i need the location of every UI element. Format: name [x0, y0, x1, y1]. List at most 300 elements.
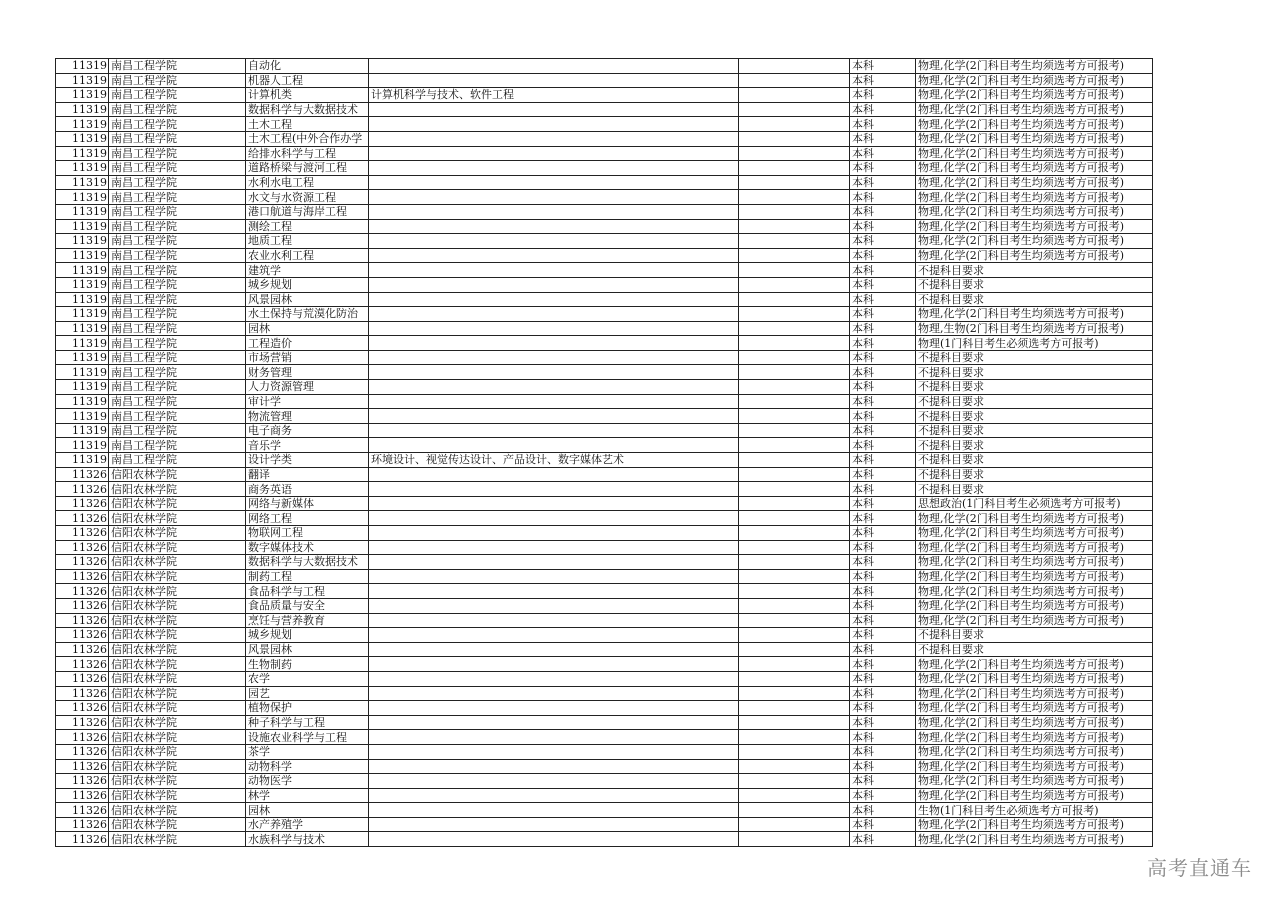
subject-requirement-cell: 不提科目要求 — [916, 350, 1153, 365]
subject-requirement-cell: 不提科目要求 — [916, 438, 1153, 453]
remark-cell — [739, 321, 850, 336]
school-name-cell: 信阳农林学院 — [109, 467, 246, 482]
subject-requirement-cell: 物理,化学(2门科目考生均须选考方可报考) — [916, 73, 1153, 88]
school-name-cell: 信阳农林学院 — [109, 584, 246, 599]
school-code-cell: 11326 — [56, 832, 109, 847]
table-row — [56, 584, 1153, 599]
school-name-cell: 南昌工程学院 — [109, 131, 246, 146]
level-cell: 本科 — [850, 496, 916, 511]
school-name-cell: 南昌工程学院 — [109, 321, 246, 336]
subject-requirement-cell: 物理,化学(2门科目考生均须选考方可报考) — [916, 671, 1153, 686]
school-code-cell: 11319 — [56, 175, 109, 190]
major-includes-cell — [369, 175, 739, 190]
table-row — [56, 540, 1153, 555]
major-includes-cell — [369, 161, 739, 176]
subject-requirement-cell: 生物(1门科目考生必须选考方可报考) — [916, 803, 1153, 818]
major-includes-cell — [369, 131, 739, 146]
school-code-cell: 11319 — [56, 59, 109, 74]
major-includes-cell — [369, 394, 739, 409]
subject-requirement-cell: 物理,化学(2门科目考生均须选考方可报考) — [916, 146, 1153, 161]
school-code-cell: 11319 — [56, 204, 109, 219]
major-name-cell: 财务管理 — [246, 365, 369, 380]
major-includes-cell — [369, 730, 739, 745]
subject-requirement-cell: 不提科目要求 — [916, 482, 1153, 497]
level-cell: 本科 — [850, 59, 916, 74]
school-code-cell: 11319 — [56, 394, 109, 409]
subject-requirement-cell: 思想政治(1门科目考生必须选考方可报考) — [916, 496, 1153, 511]
remark-cell — [739, 715, 850, 730]
school-code-cell: 11326 — [56, 817, 109, 832]
subject-requirement-cell: 物理,化学(2门科目考生均须选考方可报考) — [916, 131, 1153, 146]
major-name-cell: 食品质量与安全 — [246, 598, 369, 613]
school-code-cell: 11319 — [56, 146, 109, 161]
major-name-cell: 给排水科学与工程 — [246, 146, 369, 161]
major-includes-cell — [369, 628, 739, 643]
school-name-cell: 南昌工程学院 — [109, 409, 246, 424]
major-name-cell: 水文与水资源工程 — [246, 190, 369, 205]
school-code-cell: 11319 — [56, 365, 109, 380]
major-name-cell: 建筑学 — [246, 263, 369, 278]
remark-cell — [739, 292, 850, 307]
subject-requirement-cell: 物理,化学(2门科目考生均须选考方可报考) — [916, 204, 1153, 219]
major-name-cell: 数字媒体技术 — [246, 540, 369, 555]
major-name-cell: 城乡规划 — [246, 628, 369, 643]
school-code-cell: 11319 — [56, 423, 109, 438]
remark-cell — [739, 73, 850, 88]
level-cell: 本科 — [850, 569, 916, 584]
subject-requirement-cell: 物理,化学(2门科目考生均须选考方可报考) — [916, 817, 1153, 832]
table-row — [56, 569, 1153, 584]
remark-cell — [739, 774, 850, 789]
school-name-cell: 南昌工程学院 — [109, 350, 246, 365]
table-row — [56, 613, 1153, 628]
major-includes-cell — [369, 234, 739, 249]
level-cell: 本科 — [850, 102, 916, 117]
major-name-cell: 土木工程 — [246, 117, 369, 132]
remark-cell — [739, 759, 850, 774]
school-name-cell: 信阳农林学院 — [109, 686, 246, 701]
subject-requirement-cell: 物理,化学(2门科目考生均须选考方可报考) — [916, 701, 1153, 716]
remark-cell — [739, 190, 850, 205]
school-name-cell: 南昌工程学院 — [109, 204, 246, 219]
school-name-cell: 信阳农林学院 — [109, 598, 246, 613]
level-cell: 本科 — [850, 161, 916, 176]
level-cell: 本科 — [850, 526, 916, 541]
subject-requirement-cell: 不提科目要求 — [916, 467, 1153, 482]
major-includes-cell — [369, 832, 739, 847]
level-cell: 本科 — [850, 277, 916, 292]
school-code-cell: 11326 — [56, 686, 109, 701]
school-name-cell: 信阳农林学院 — [109, 526, 246, 541]
major-includes-cell: 环境设计、视觉传达设计、产品设计、数字媒体艺术 — [369, 453, 739, 468]
level-cell: 本科 — [850, 263, 916, 278]
school-code-cell: 11319 — [56, 248, 109, 263]
subject-requirement-cell: 物理,化学(2门科目考生均须选考方可报考) — [916, 744, 1153, 759]
major-name-cell: 机器人工程 — [246, 73, 369, 88]
school-name-cell: 南昌工程学院 — [109, 423, 246, 438]
subject-requirement-cell: 物理,化学(2门科目考生均须选考方可报考) — [916, 730, 1153, 745]
level-cell: 本科 — [850, 715, 916, 730]
major-includes-cell — [369, 59, 739, 74]
school-name-cell: 信阳农林学院 — [109, 817, 246, 832]
major-includes-cell — [369, 496, 739, 511]
remark-cell — [739, 438, 850, 453]
school-code-cell: 11326 — [56, 774, 109, 789]
subject-requirement-cell: 不提科目要求 — [916, 409, 1153, 424]
major-name-cell: 物流管理 — [246, 409, 369, 424]
school-name-cell: 南昌工程学院 — [109, 234, 246, 249]
subject-requirement-cell: 物理,化学(2门科目考生均须选考方可报考) — [916, 569, 1153, 584]
major-name-cell: 设施农业科学与工程 — [246, 730, 369, 745]
school-code-cell: 11326 — [56, 569, 109, 584]
level-cell: 本科 — [850, 190, 916, 205]
school-code-cell: 11326 — [56, 584, 109, 599]
school-code-cell: 11326 — [56, 701, 109, 716]
subject-requirement-cell: 不提科目要求 — [916, 423, 1153, 438]
school-name-cell: 信阳农林学院 — [109, 671, 246, 686]
school-code-cell: 11319 — [56, 219, 109, 234]
subject-requirement-cell: 不提科目要求 — [916, 277, 1153, 292]
table-row — [56, 175, 1153, 190]
subject-requirement-cell: 物理,化学(2门科目考生均须选考方可报考) — [916, 234, 1153, 249]
school-code-cell: 11319 — [56, 131, 109, 146]
school-name-cell: 信阳农林学院 — [109, 569, 246, 584]
subject-requirement-cell: 物理,化学(2门科目考生均须选考方可报考) — [916, 613, 1153, 628]
remark-cell — [739, 686, 850, 701]
level-cell: 本科 — [850, 365, 916, 380]
level-cell: 本科 — [850, 336, 916, 351]
remark-cell — [739, 146, 850, 161]
school-name-cell: 信阳农林学院 — [109, 613, 246, 628]
school-code-cell: 11326 — [56, 759, 109, 774]
school-code-cell: 11319 — [56, 292, 109, 307]
school-code-cell: 11319 — [56, 409, 109, 424]
major-includes-cell — [369, 292, 739, 307]
table-row — [56, 263, 1153, 278]
subject-requirement-cell: 物理,化学(2门科目考生均须选考方可报考) — [916, 511, 1153, 526]
remark-cell — [739, 482, 850, 497]
school-name-cell: 南昌工程学院 — [109, 102, 246, 117]
table-row — [56, 774, 1153, 789]
subject-requirement-cell: 物理,化学(2门科目考生均须选考方可报考) — [916, 59, 1153, 74]
major-name-cell: 风景园林 — [246, 292, 369, 307]
level-cell: 本科 — [850, 686, 916, 701]
school-code-cell: 11319 — [56, 73, 109, 88]
school-code-cell: 11319 — [56, 117, 109, 132]
major-name-cell: 计算机类 — [246, 88, 369, 103]
major-name-cell: 审计学 — [246, 394, 369, 409]
remark-cell — [739, 526, 850, 541]
major-name-cell: 植物保护 — [246, 701, 369, 716]
level-cell: 本科 — [850, 584, 916, 599]
table-row — [56, 642, 1153, 657]
school-code-cell: 11319 — [56, 380, 109, 395]
level-cell: 本科 — [850, 555, 916, 570]
school-name-cell: 信阳农林学院 — [109, 496, 246, 511]
level-cell: 本科 — [850, 803, 916, 818]
school-name-cell: 信阳农林学院 — [109, 788, 246, 803]
level-cell: 本科 — [850, 394, 916, 409]
table-row — [56, 730, 1153, 745]
major-name-cell: 园艺 — [246, 686, 369, 701]
school-code-cell: 11319 — [56, 453, 109, 468]
table-row — [56, 219, 1153, 234]
major-includes-cell — [369, 774, 739, 789]
school-name-cell: 信阳农林学院 — [109, 540, 246, 555]
remark-cell — [739, 204, 850, 219]
major-includes-cell — [369, 423, 739, 438]
major-includes-cell — [369, 642, 739, 657]
table-row — [56, 248, 1153, 263]
major-includes-cell — [369, 219, 739, 234]
subject-requirement-cell: 物理,化学(2门科目考生均须选考方可报考) — [916, 657, 1153, 672]
table-row — [56, 117, 1153, 132]
school-code-cell: 11326 — [56, 613, 109, 628]
school-code-cell: 11319 — [56, 277, 109, 292]
level-cell: 本科 — [850, 511, 916, 526]
major-includes-cell — [369, 190, 739, 205]
table-row — [56, 526, 1153, 541]
table-row — [56, 438, 1153, 453]
school-code-cell: 11319 — [56, 234, 109, 249]
level-cell: 本科 — [850, 598, 916, 613]
level-cell: 本科 — [850, 744, 916, 759]
major-name-cell: 园林 — [246, 321, 369, 336]
school-code-cell: 11326 — [56, 496, 109, 511]
major-includes-cell — [369, 744, 739, 759]
remark-cell — [739, 803, 850, 818]
remark-cell — [739, 88, 850, 103]
school-name-cell: 南昌工程学院 — [109, 73, 246, 88]
school-name-cell: 南昌工程学院 — [109, 453, 246, 468]
remark-cell — [739, 671, 850, 686]
level-cell: 本科 — [850, 671, 916, 686]
remark-cell — [739, 161, 850, 176]
major-includes-cell — [369, 803, 739, 818]
major-name-cell: 风景园林 — [246, 642, 369, 657]
table-row — [56, 555, 1153, 570]
remark-cell — [739, 496, 850, 511]
school-name-cell: 南昌工程学院 — [109, 365, 246, 380]
school-code-cell: 11326 — [56, 555, 109, 570]
level-cell: 本科 — [850, 657, 916, 672]
level-cell: 本科 — [850, 701, 916, 716]
major-name-cell: 市场营销 — [246, 350, 369, 365]
major-name-cell: 测绘工程 — [246, 219, 369, 234]
major-includes-cell — [369, 277, 739, 292]
level-cell: 本科 — [850, 219, 916, 234]
table-row — [56, 394, 1153, 409]
major-name-cell: 音乐学 — [246, 438, 369, 453]
subject-requirement-cell: 不提科目要求 — [916, 365, 1153, 380]
major-includes-cell — [369, 467, 739, 482]
major-includes-cell — [369, 204, 739, 219]
remark-cell — [739, 175, 850, 190]
subject-requirement-cell: 物理,化学(2门科目考生均须选考方可报考) — [916, 555, 1153, 570]
school-code-cell: 11326 — [56, 730, 109, 745]
major-includes-cell — [369, 686, 739, 701]
major-includes-cell — [369, 817, 739, 832]
major-includes-cell — [369, 613, 739, 628]
major-name-cell: 翻译 — [246, 467, 369, 482]
subject-requirement-cell: 物理,化学(2门科目考生均须选考方可报考) — [916, 715, 1153, 730]
table-row — [56, 803, 1153, 818]
major-name-cell: 工程造价 — [246, 336, 369, 351]
level-cell: 本科 — [850, 307, 916, 322]
school-name-cell: 信阳农林学院 — [109, 744, 246, 759]
level-cell: 本科 — [850, 467, 916, 482]
major-includes-cell — [369, 307, 739, 322]
level-cell: 本科 — [850, 453, 916, 468]
school-name-cell: 南昌工程学院 — [109, 219, 246, 234]
remark-cell — [739, 598, 850, 613]
level-cell: 本科 — [850, 730, 916, 745]
subject-requirement-cell: 不提科目要求 — [916, 263, 1153, 278]
major-name-cell: 港口航道与海岸工程 — [246, 204, 369, 219]
school-name-cell: 信阳农林学院 — [109, 628, 246, 643]
remark-cell — [739, 423, 850, 438]
table-row — [56, 336, 1153, 351]
major-includes-cell — [369, 350, 739, 365]
table-row — [56, 467, 1153, 482]
subject-requirement-cell: 物理,化学(2门科目考生均须选考方可报考) — [916, 190, 1153, 205]
major-includes-cell — [369, 482, 739, 497]
major-includes-cell — [369, 73, 739, 88]
remark-cell — [739, 817, 850, 832]
subject-requirement-cell: 物理,化学(2门科目考生均须选考方可报考) — [916, 219, 1153, 234]
major-name-cell: 烹饪与营养教育 — [246, 613, 369, 628]
school-code-cell: 11319 — [56, 307, 109, 322]
level-cell: 本科 — [850, 642, 916, 657]
major-name-cell: 数据科学与大数据技术 — [246, 555, 369, 570]
school-code-cell: 11319 — [56, 190, 109, 205]
table-row — [56, 292, 1153, 307]
school-name-cell: 南昌工程学院 — [109, 292, 246, 307]
major-includes-cell — [369, 511, 739, 526]
subject-requirement-cell: 物理,化学(2门科目考生均须选考方可报考) — [916, 584, 1153, 599]
major-includes-cell — [369, 409, 739, 424]
major-name-cell: 自动化 — [246, 59, 369, 74]
school-name-cell: 南昌工程学院 — [109, 438, 246, 453]
school-name-cell: 南昌工程学院 — [109, 175, 246, 190]
school-name-cell: 南昌工程学院 — [109, 190, 246, 205]
level-cell: 本科 — [850, 438, 916, 453]
major-name-cell: 水土保持与荒漠化防治 — [246, 307, 369, 322]
level-cell: 本科 — [850, 832, 916, 847]
table-row — [56, 409, 1153, 424]
remark-cell — [739, 628, 850, 643]
major-name-cell: 城乡规划 — [246, 277, 369, 292]
school-code-cell: 11326 — [56, 482, 109, 497]
remark-cell — [739, 117, 850, 132]
table-row — [56, 73, 1153, 88]
school-code-cell: 11326 — [56, 803, 109, 818]
table-row — [56, 161, 1153, 176]
major-name-cell: 土木工程(中外合作办学 — [246, 131, 369, 146]
major-includes-cell — [369, 321, 739, 336]
school-name-cell: 南昌工程学院 — [109, 263, 246, 278]
level-cell: 本科 — [850, 321, 916, 336]
remark-cell — [739, 307, 850, 322]
remark-cell — [739, 394, 850, 409]
school-name-cell: 信阳农林学院 — [109, 555, 246, 570]
school-name-cell: 南昌工程学院 — [109, 59, 246, 74]
subject-requirement-cell: 物理,化学(2门科目考生均须选考方可报考) — [916, 307, 1153, 322]
school-name-cell: 信阳农林学院 — [109, 803, 246, 818]
remark-cell — [739, 540, 850, 555]
table-row — [56, 482, 1153, 497]
level-cell: 本科 — [850, 204, 916, 219]
major-name-cell: 茶学 — [246, 744, 369, 759]
subject-requirement-cell: 物理,化学(2门科目考生均须选考方可报考) — [916, 88, 1153, 103]
school-code-cell: 11319 — [56, 350, 109, 365]
school-name-cell: 南昌工程学院 — [109, 248, 246, 263]
remark-cell — [739, 277, 850, 292]
school-code-cell: 11326 — [56, 657, 109, 672]
major-name-cell: 道路桥梁与渡河工程 — [246, 161, 369, 176]
major-name-cell: 数据科学与大数据技术 — [246, 102, 369, 117]
major-name-cell: 园林 — [246, 803, 369, 818]
subject-requirement-cell: 物理,化学(2门科目考生均须选考方可报考) — [916, 759, 1153, 774]
level-cell: 本科 — [850, 409, 916, 424]
major-includes-cell — [369, 701, 739, 716]
level-cell: 本科 — [850, 175, 916, 190]
table-row — [56, 701, 1153, 716]
remark-cell — [739, 555, 850, 570]
major-name-cell: 生物制药 — [246, 657, 369, 672]
school-name-cell: 信阳农林学院 — [109, 642, 246, 657]
level-cell: 本科 — [850, 88, 916, 103]
remark-cell — [739, 701, 850, 716]
school-name-cell: 信阳农林学院 — [109, 482, 246, 497]
major-includes-cell — [369, 569, 739, 584]
remark-cell — [739, 511, 850, 526]
subject-requirement-cell: 物理,化学(2门科目考生均须选考方可报考) — [916, 598, 1153, 613]
table-row — [56, 350, 1153, 365]
subject-requirement-cell: 不提科目要求 — [916, 292, 1153, 307]
major-includes-cell — [369, 759, 739, 774]
table-row — [56, 453, 1153, 468]
major-includes-cell — [369, 657, 739, 672]
major-name-cell: 动物医学 — [246, 774, 369, 789]
major-name-cell: 水利水电工程 — [246, 175, 369, 190]
major-includes-cell — [369, 263, 739, 278]
remark-cell — [739, 365, 850, 380]
subject-requirement-cell: 不提科目要求 — [916, 394, 1153, 409]
school-name-cell: 南昌工程学院 — [109, 277, 246, 292]
remark-cell — [739, 642, 850, 657]
school-code-cell: 11326 — [56, 671, 109, 686]
subject-requirement-cell: 物理,化学(2门科目考生均须选考方可报考) — [916, 832, 1153, 847]
level-cell: 本科 — [850, 292, 916, 307]
major-includes-cell — [369, 715, 739, 730]
major-name-cell: 食品科学与工程 — [246, 584, 369, 599]
major-name-cell: 地质工程 — [246, 234, 369, 249]
school-code-cell: 11319 — [56, 263, 109, 278]
table-row — [56, 686, 1153, 701]
table-row — [56, 598, 1153, 613]
level-cell: 本科 — [850, 482, 916, 497]
level-cell: 本科 — [850, 540, 916, 555]
remark-cell — [739, 744, 850, 759]
major-includes-cell — [369, 788, 739, 803]
school-code-cell: 11326 — [56, 788, 109, 803]
remark-cell — [739, 584, 850, 599]
school-name-cell: 南昌工程学院 — [109, 336, 246, 351]
level-cell: 本科 — [850, 759, 916, 774]
school-name-cell: 南昌工程学院 — [109, 146, 246, 161]
school-code-cell: 11319 — [56, 102, 109, 117]
